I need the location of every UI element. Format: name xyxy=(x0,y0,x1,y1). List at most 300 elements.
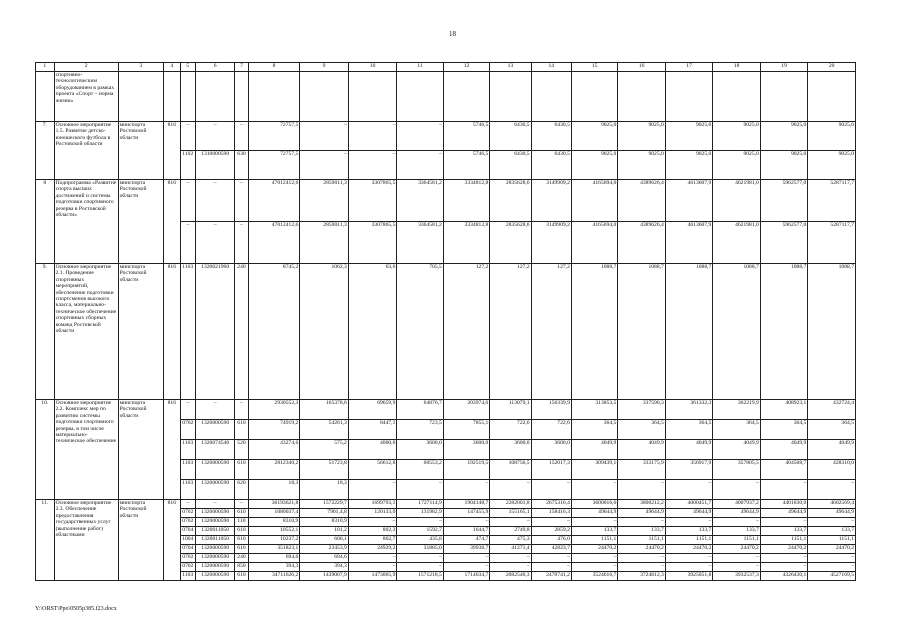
budget-code-cell: – xyxy=(180,400,195,420)
amount-cell: 8310,9 xyxy=(248,518,300,527)
budget-code-cell: – xyxy=(196,222,235,264)
amount-cell: 8745,2 xyxy=(248,264,300,400)
header-cell: 1 xyxy=(36,63,55,72)
budget-code-cell: 1320000590 xyxy=(196,460,235,480)
amount-cell: 1088,7 xyxy=(665,264,713,400)
amount-cell: 4049,9 xyxy=(713,440,761,460)
amount-cell: 113079,1 xyxy=(490,400,531,420)
amount-cell: 131982,9 xyxy=(397,509,443,518)
amount-cell: 3334812,8 xyxy=(443,222,489,264)
row-number-cell: 8 xyxy=(36,180,55,264)
amount-cell: 24470,2 xyxy=(808,545,856,554)
amount-cell: 9025,0 xyxy=(665,151,713,180)
budget-code-cell: – xyxy=(180,180,195,222)
amount-cell: 313853,5 xyxy=(571,400,617,420)
amount-cell: 364,5 xyxy=(713,420,761,440)
amount-cell: – xyxy=(300,122,349,151)
amount-cell: 9025,0 xyxy=(571,151,617,180)
amount-cell: – xyxy=(571,554,617,563)
budget-code-cell: 1320000590 xyxy=(196,572,235,581)
amount-cell: 42823,7 xyxy=(531,545,571,554)
budget-code-cell: 1320000590 xyxy=(196,420,235,440)
amount-cell: 9025,0 xyxy=(618,122,666,151)
amount-cell: 34711626,2 xyxy=(248,572,300,581)
budget-code-cell: 610 xyxy=(235,509,248,518)
amount-cell: 133,7 xyxy=(618,527,666,536)
budget-code-cell: 0702 xyxy=(180,420,195,440)
amount-cell: – xyxy=(397,554,443,563)
budget-code-cell: 1320021960 xyxy=(196,264,235,400)
amount-cell: 4326430,1 xyxy=(760,572,808,581)
amount-cell: 1062,3 xyxy=(300,264,349,400)
executor-cell: минспорта Ростовской области xyxy=(118,180,163,264)
header-cell: 14 xyxy=(531,63,571,72)
amount-cell: 4613607,9 xyxy=(665,180,713,222)
amount-cell: 8310,9 xyxy=(300,518,349,527)
amount-cell: 1088,7 xyxy=(808,264,856,400)
grbs-code-cell: 816 xyxy=(164,400,181,500)
budget-code-cell: 110 xyxy=(235,518,248,527)
budget-code-cell: 240 xyxy=(235,264,248,400)
amount-cell: – xyxy=(348,554,397,563)
amount-cell: 127,2 xyxy=(443,264,489,400)
amount-cell: 5962577,0 xyxy=(760,222,808,264)
header-cell: 3 xyxy=(118,63,163,72)
budget-code-cell: 0704 xyxy=(180,527,195,536)
amount-cell: 351823,1 xyxy=(248,545,300,554)
amount-cell: 1151,1 xyxy=(760,536,808,545)
amount-cell: 9025,0 xyxy=(760,151,808,180)
amount-cell: 24470,2 xyxy=(713,545,761,554)
amount-cell: – xyxy=(397,122,443,151)
budget-code-cell: 610 xyxy=(235,460,248,480)
budget-code-cell xyxy=(235,72,248,122)
amount-cell: 64876,7 xyxy=(397,400,443,420)
amount-cell xyxy=(443,72,489,122)
budget-code-cell: – xyxy=(196,400,235,420)
amount-cell: 575,2 xyxy=(300,440,349,460)
amount-cell: 133,7 xyxy=(665,527,713,536)
budget-code-cell: 610 xyxy=(235,572,248,581)
header-cell: 5 xyxy=(180,63,195,72)
amount-cell: 1088,7 xyxy=(760,264,808,400)
amount-cell: 408923,1 xyxy=(760,400,808,420)
amount-cell: 156339,9 xyxy=(531,400,571,420)
amount-cell: – xyxy=(490,563,531,572)
amount-cell: 3364581,2 xyxy=(397,222,443,264)
amount-cell: – xyxy=(713,518,761,527)
budget-code-cell: – xyxy=(180,122,195,151)
amount-cell: 133,7 xyxy=(760,527,808,536)
amount-cell: 1088,7 xyxy=(713,264,761,400)
amount-cell: 5287117,7 xyxy=(808,222,856,264)
amount-cell: 3800212,2 xyxy=(618,500,666,509)
amount-cell: – xyxy=(571,480,617,500)
amount-cell xyxy=(531,72,571,122)
amount-cell: 18,3 xyxy=(248,480,300,500)
amount-cell: 1080037,4 xyxy=(248,509,300,518)
amount-cell: 165378,6 xyxy=(300,400,349,420)
amount-cell: 3600,0 xyxy=(490,440,531,460)
amount-cell: 862,7 xyxy=(348,536,397,545)
table-row xyxy=(36,72,856,122)
amount-cell: 10237,2 xyxy=(248,536,300,545)
amount-cell: 9025,0 xyxy=(571,122,617,151)
page-number: 18 xyxy=(449,30,456,38)
amount-cell: – xyxy=(665,480,713,500)
amount-cell xyxy=(300,72,349,122)
amount-cell: 9025,0 xyxy=(713,151,761,180)
amount-cell: 474,7 xyxy=(443,536,489,545)
grbs-code-cell xyxy=(164,72,181,122)
amount-cell: – xyxy=(443,563,489,572)
amount-cell: 1699793,1 xyxy=(348,500,397,509)
budget-code-cell: 610 xyxy=(235,536,248,545)
amount-cell: 6430,5 xyxy=(490,151,531,180)
grbs-code-cell: 816 xyxy=(164,264,181,400)
header-cell: 11 xyxy=(397,63,443,72)
amount-cell: – xyxy=(760,563,808,572)
program-name-cell: спортивно-технологическим оборудованием в рамках проекта «Спорт – норма жизни» xyxy=(54,72,118,122)
amount-cell: 133,7 xyxy=(808,527,856,536)
header-cell: 2 xyxy=(54,63,118,72)
budget-code-cell: 1320000590 xyxy=(196,554,235,563)
amount-cell: 101,2 xyxy=(300,527,349,536)
amount-cell: 4007937,2 xyxy=(713,500,761,509)
amount-cell: 4165694,0 xyxy=(571,180,617,222)
amount-cell: 394,3 xyxy=(248,563,300,572)
amount-cell: 2749,8 xyxy=(490,527,531,536)
budget-code-cell: 1103 xyxy=(180,572,195,581)
budget-code-cell: 1310000590 xyxy=(196,151,235,180)
amount-cell xyxy=(808,72,856,122)
amount-cell: 3600016,6 xyxy=(571,500,617,509)
amount-cell: 4401830,0 xyxy=(760,500,808,509)
amount-cell: 428310,0 xyxy=(808,460,856,480)
amount-cell: 49644,9 xyxy=(571,509,617,518)
amount-cell: 6430,5 xyxy=(490,122,531,151)
amount-cell: – xyxy=(490,480,531,500)
amount-cell: 9025,0 xyxy=(665,122,713,151)
amount-cell: 3307865,5 xyxy=(348,180,397,222)
amount-cell: 49644,9 xyxy=(760,509,808,518)
amount-cell: 4000,0 xyxy=(348,440,397,460)
executor-cell: минспорта Ростовской области xyxy=(118,122,163,180)
program-name-cell: Основное мероприятие 1.5. Развитие детско-юношеского футбола в Ростовской области xyxy=(54,122,118,180)
amount-cell: 476,0 xyxy=(531,536,571,545)
amount-cell: – xyxy=(397,563,443,572)
row-number-cell: 11. xyxy=(36,500,55,581)
amount-cell: 49644,9 xyxy=(713,509,761,518)
header-cell: 13 xyxy=(490,63,531,72)
amount-cell: 51723,8 xyxy=(300,460,349,480)
amount-cell: 56612,8 xyxy=(348,460,397,480)
amount-cell: 1473065,9 xyxy=(348,572,397,581)
amount-cell: – xyxy=(531,554,571,563)
amount-cell: 1151,1 xyxy=(665,536,713,545)
amount-cell: – xyxy=(300,151,349,180)
amount-cell: 4389626,4 xyxy=(618,222,666,264)
amount-cell: 133,7 xyxy=(713,527,761,536)
amount-cell: 49644,9 xyxy=(618,509,666,518)
header-cell: 16 xyxy=(618,63,666,72)
amount-cell: – xyxy=(397,151,443,180)
budget-code-cell: – xyxy=(180,222,195,264)
budget-code-cell: 1320000590 xyxy=(196,563,235,572)
amount-cell: 705,5 xyxy=(397,264,443,400)
amount-cell: – xyxy=(490,518,531,527)
amount-cell: 5746,5 xyxy=(443,122,489,151)
table-row xyxy=(36,264,856,400)
amount-cell: 362219,9 xyxy=(713,400,761,420)
amount-cell: 364,5 xyxy=(618,420,666,440)
amount-cell: – xyxy=(760,554,808,563)
amount-cell: 2835628,6 xyxy=(490,222,531,264)
amount-cell: 1714634,7 xyxy=(443,572,489,581)
amount-cell: 3724812,3 xyxy=(618,572,666,581)
amount-cell: 2859,2 xyxy=(531,527,571,536)
amount-cell: 60553,2 xyxy=(397,460,443,480)
budget-code-cell: 610 xyxy=(235,420,248,440)
amount-cell: 356917,9 xyxy=(665,460,713,480)
header-cell: 17 xyxy=(665,63,713,72)
executor-cell: минспорта Ростовской области xyxy=(118,500,163,581)
amount-cell: 3334812,8 xyxy=(443,180,489,222)
amount-cell: – xyxy=(348,518,397,527)
budget-code-cell: 620 xyxy=(235,480,248,500)
header-cell: 18 xyxy=(713,63,761,72)
amount-cell: 24929,2 xyxy=(348,545,397,554)
amount-cell: – xyxy=(665,554,713,563)
amount-cell: 2930552,3 xyxy=(248,400,300,420)
amount-cell: 120133,0 xyxy=(348,509,397,518)
amount-cell: 694,6 xyxy=(300,554,349,563)
budget-code-cell: 850 xyxy=(235,563,248,572)
row-number-cell xyxy=(36,72,55,122)
amount-cell: 9025,0 xyxy=(808,151,856,180)
header-cell: 9 xyxy=(300,63,349,72)
amount-cell xyxy=(571,72,617,122)
amount-cell: 1151,1 xyxy=(618,536,666,545)
amount-cell: 7855,1 xyxy=(443,420,489,440)
budget-code-cell: – xyxy=(235,122,248,151)
table-row xyxy=(36,122,856,151)
amount-cell: 357805,5 xyxy=(713,460,761,480)
amount-cell: 4000451,7 xyxy=(665,500,713,509)
header-cell: 19 xyxy=(760,63,808,72)
amount-cell: 3600,0 xyxy=(443,440,489,460)
amount-cell: 694,6 xyxy=(248,554,300,563)
budget-code-cell: 0704 xyxy=(180,545,195,554)
amount-cell: – xyxy=(618,563,666,572)
executor-cell xyxy=(118,72,163,122)
amount-cell: 4621981,0 xyxy=(713,180,761,222)
amount-cell: 1644,7 xyxy=(443,527,489,536)
amount-cell: 3364581,2 xyxy=(397,180,443,222)
amount-cell: – xyxy=(531,518,571,527)
amount-cell: 5746,5 xyxy=(443,151,489,180)
amount-cell: 72757,5 xyxy=(248,122,300,151)
amount-cell: – xyxy=(618,480,666,500)
amount-cell: 47012412,6 xyxy=(248,222,300,264)
amount-cell: 2859011,3 xyxy=(300,180,349,222)
header-cell: 20 xyxy=(808,63,856,72)
amount-cell xyxy=(348,72,397,122)
amount-cell: 41271,4 xyxy=(490,545,531,554)
amount-cell: 69659,9 xyxy=(348,400,397,420)
amount-cell: 4621981,0 xyxy=(713,222,761,264)
amount-cell: 54261,3 xyxy=(300,420,349,440)
amount-cell: 24470,2 xyxy=(618,545,666,554)
budget-code-cell: – xyxy=(235,222,248,264)
amount-cell: 3932537,3 xyxy=(713,572,761,581)
row-number-cell: 10. xyxy=(36,400,55,500)
budget-code-cell: 610 xyxy=(235,545,248,554)
executor-cell: минспорта Ростовской области xyxy=(118,264,163,400)
budget-code-cell: – xyxy=(196,122,235,151)
amount-cell: – xyxy=(443,518,489,527)
amount-cell: – xyxy=(808,563,856,572)
header-cell: 8 xyxy=(248,63,300,72)
row-number-cell: 7. xyxy=(36,122,55,180)
budget-code-cell: 1103 xyxy=(180,460,195,480)
amount-cell: 5962577,0 xyxy=(760,180,808,222)
amount-cell: 364,5 xyxy=(665,420,713,440)
amount-cell: – xyxy=(618,554,666,563)
amount-cell: 309439,1 xyxy=(571,460,617,480)
amount-cell: 9025,0 xyxy=(760,122,808,151)
budget-code-cell: – xyxy=(235,180,248,222)
program-name-cell: Основное мероприятие 2.3. Обеспечение предоставления государственных услуг (выполнение работ) областными xyxy=(54,500,118,581)
amount-cell: – xyxy=(808,480,856,500)
amount-cell: 4602569,4 xyxy=(808,500,856,509)
grbs-code-cell: 816 xyxy=(164,122,181,180)
table-row xyxy=(36,400,856,420)
amount-cell: 1151,1 xyxy=(571,536,617,545)
budget-code-cell: – xyxy=(196,500,235,509)
budget-code-cell: – xyxy=(196,180,235,222)
amount-cell xyxy=(248,72,300,122)
amount-cell: 4049,9 xyxy=(618,440,666,460)
budget-code-cell: 610 xyxy=(235,527,248,536)
amount-cell: 432724,4 xyxy=(808,400,856,420)
amount-cell: 4049,9 xyxy=(665,440,713,460)
budget-code-cell: 240 xyxy=(235,554,248,563)
budget-code-cell: 1103 xyxy=(180,440,195,460)
amount-cell: 1088,7 xyxy=(618,264,666,400)
amount-cell: 1571218,5 xyxy=(397,572,443,581)
amount-cell: 2675316,4 xyxy=(531,500,571,509)
header-cell: 15 xyxy=(571,63,617,72)
budget-code-cell xyxy=(196,72,235,122)
amount-cell: 7901,4,8 xyxy=(300,509,349,518)
amount-cell: – xyxy=(490,554,531,563)
amount-cell: 2812340,2 xyxy=(248,460,300,480)
amount-cell: 49644,9 xyxy=(808,509,856,518)
file-path-footer: Y:\ORST\Ppo\0505p385.f23.docx xyxy=(35,606,117,612)
amount-cell xyxy=(760,72,808,122)
amount-cell: 337590,3 xyxy=(618,400,666,420)
amount-cell xyxy=(713,72,761,122)
amount-cell: 394,3 xyxy=(300,563,349,572)
amount-cell: 1151,1 xyxy=(808,536,856,545)
amount-cell: 127,2 xyxy=(490,264,531,400)
amount-cell: 6430,5 xyxy=(531,122,571,151)
amount-cell: 9025,0 xyxy=(713,122,761,151)
amount-cell: 8447,1 xyxy=(348,420,397,440)
budget-code-cell: 0702 xyxy=(180,563,195,572)
amount-cell: 333175,9 xyxy=(618,460,666,480)
budget-table xyxy=(35,62,856,581)
amount-cell: 1151,1 xyxy=(713,536,761,545)
amount-cell: 802,3 xyxy=(348,527,397,536)
amount-cell: – xyxy=(397,518,443,527)
amount-cell: 3600,0 xyxy=(531,440,571,460)
table-row xyxy=(36,180,856,222)
amount-cell: 4049,9 xyxy=(571,440,617,460)
table-header-row xyxy=(36,63,856,72)
amount-cell xyxy=(490,72,531,122)
amount-cell: 31885,0 xyxy=(397,545,443,554)
amount-cell: – xyxy=(713,480,761,500)
amount-cell: 49644,9 xyxy=(665,509,713,518)
amount-cell: – xyxy=(348,122,397,151)
amount-cell: 606,1 xyxy=(300,536,349,545)
budget-code-cell: 1320000590 xyxy=(196,518,235,527)
amount-cell: 63,6 xyxy=(348,264,397,400)
amount-cell: 4389626,4 xyxy=(618,180,666,222)
amount-cell: 9025,0 xyxy=(808,122,856,151)
amount-cell: 6430,5 xyxy=(531,151,571,180)
amount-cell: 9025,0 xyxy=(618,151,666,180)
amount-cell: 3524616,7 xyxy=(571,572,617,581)
amount-cell: 152017,3 xyxy=(531,460,571,480)
amount-cell: 475,3 xyxy=(490,536,531,545)
amount-cell: 36193621,8 xyxy=(248,500,300,509)
amount-cell: – xyxy=(348,563,397,572)
amount-cell: – xyxy=(443,554,489,563)
header-cell: 6 xyxy=(196,63,235,72)
header-cell: 10 xyxy=(348,63,397,72)
amount-cell: 3600,0 xyxy=(397,440,443,460)
budget-code-cell: – xyxy=(235,400,248,420)
amount-cell: 722,6 xyxy=(531,420,571,440)
budget-code-cell: 1103 xyxy=(180,480,195,500)
amount-cell: – xyxy=(665,518,713,527)
budget-code-cell: 630 xyxy=(235,151,248,180)
grbs-code-cell: 816 xyxy=(164,180,181,264)
amount-cell: 3149909,2 xyxy=(531,180,571,222)
header-cell: 12 xyxy=(443,63,489,72)
header-cell: 4 xyxy=(164,63,181,72)
amount-cell: – xyxy=(531,480,571,500)
budget-code-cell: 1320000590 xyxy=(196,545,235,554)
amount-cell: 4527169,5 xyxy=(808,572,856,581)
amount-cell xyxy=(618,72,666,122)
amount-cell: 3925051,8 xyxy=(665,572,713,581)
program-name-cell: Основное мероприятие 2.2. Комплекс мер по развитию системы подготовки спортивного резерва, в том числе материально-техническое обеспечение xyxy=(54,400,118,500)
amount-cell: 364,5 xyxy=(571,420,617,440)
amount-cell: 2859011,3 xyxy=(300,222,349,264)
amount-cell: – xyxy=(531,563,571,572)
amount-cell: 10552,1 xyxy=(248,527,300,536)
amount-cell: – xyxy=(397,480,443,500)
amount-cell: 723,5 xyxy=(397,420,443,440)
amount-cell: 203974,6 xyxy=(443,400,489,420)
table-row xyxy=(36,500,856,509)
budget-code-cell: 0702 xyxy=(180,554,195,563)
amount-cell: 43274,6 xyxy=(248,440,300,460)
